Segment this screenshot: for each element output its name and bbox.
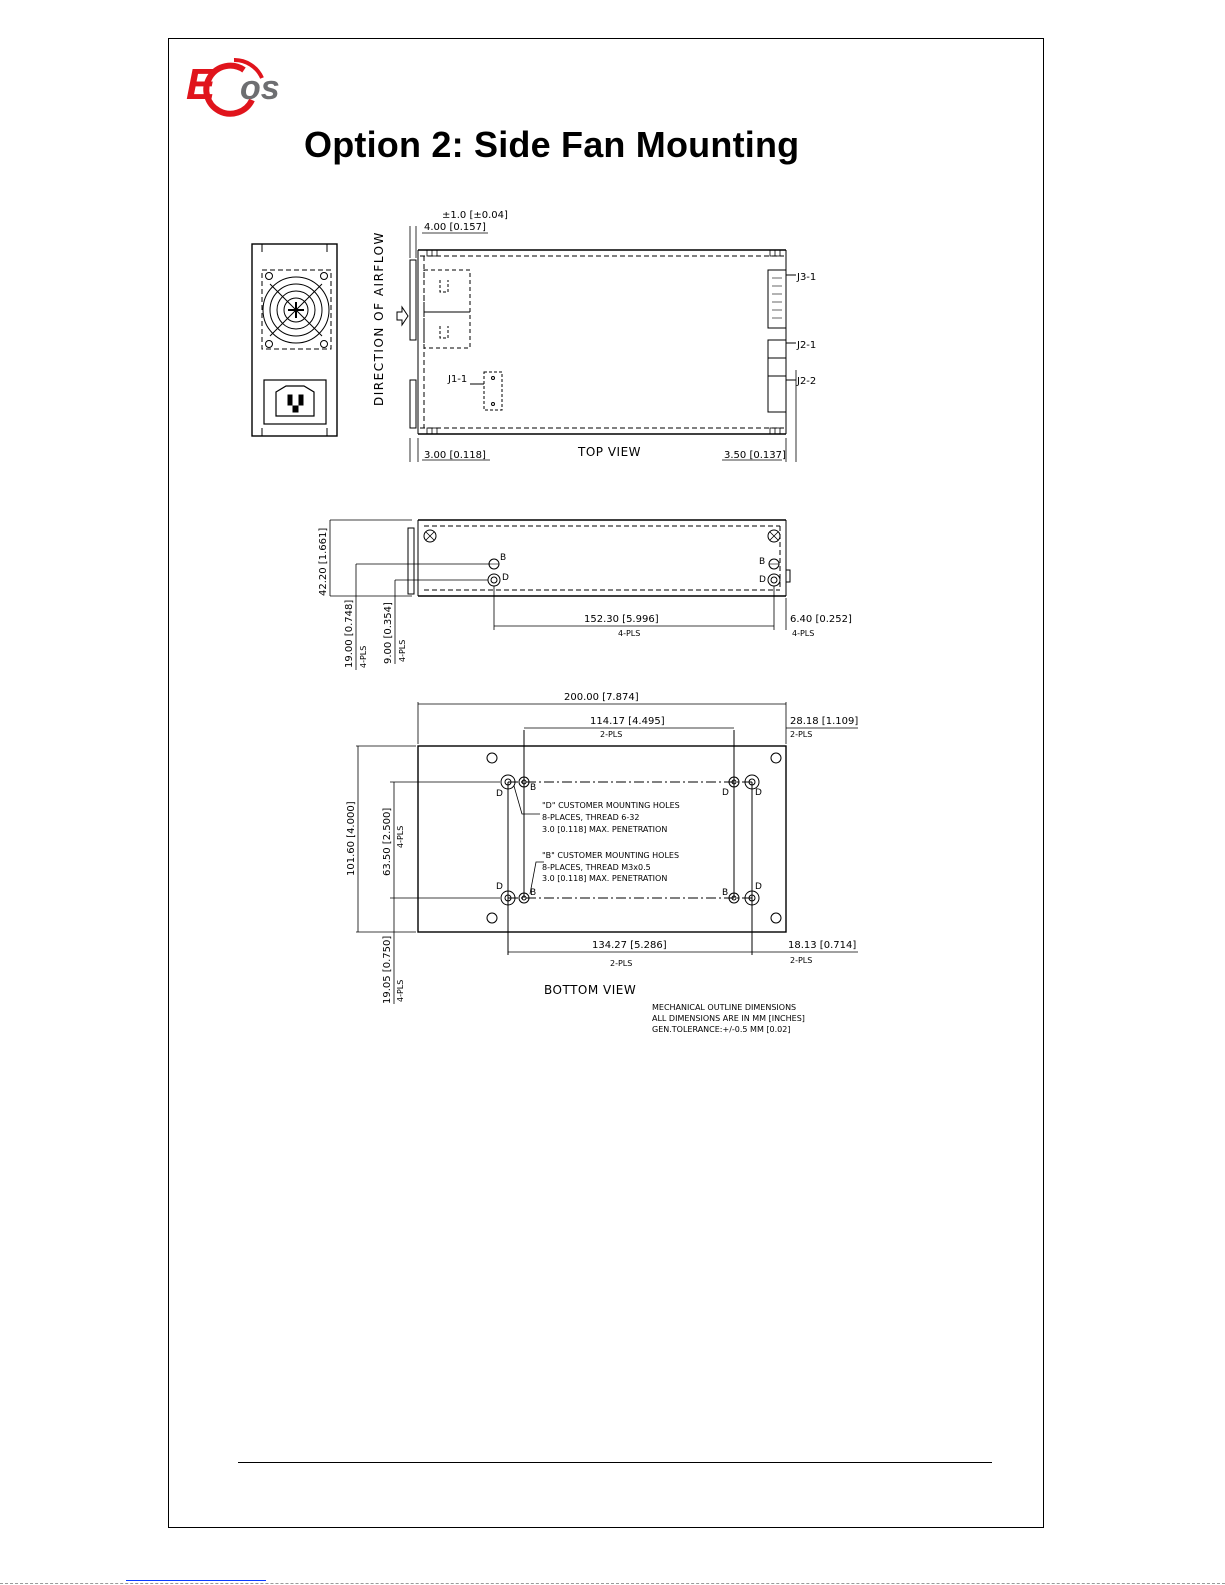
gen-note-2: ALL DIMENSIONS ARE IN MM [INCHES] <box>652 1014 805 1023</box>
bottom-view <box>418 730 786 955</box>
label-j1: J1-1 <box>448 374 468 385</box>
side-hole-b <box>489 559 779 569</box>
footer-rule <box>238 1462 992 1463</box>
bottom-label-d3: D <box>755 788 762 798</box>
dim-top-right: 3.50 [0.137] <box>724 450 786 461</box>
bottom-label-b2: B <box>530 888 537 898</box>
dim-134: 134.27 [5.286] <box>592 940 667 951</box>
fan-icon <box>263 277 329 343</box>
dim-28: 28.18 [1.109] <box>790 716 859 727</box>
dim-152-pls: 4-PLS <box>618 629 641 638</box>
dim-9: 9.00 [0.354] <box>383 602 394 664</box>
side-label-d2: D <box>759 575 766 585</box>
dim-top-left: 3.00 [0.118] <box>424 450 486 461</box>
svg-text:os: os <box>240 69 280 107</box>
dim-top-4: 4.00 [0.157] <box>424 222 486 233</box>
dim-19-pls: 4-PLS <box>359 645 368 668</box>
bottom-label-d4: D <box>496 882 503 892</box>
dim-tolerance: ±1.0 [±0.04] <box>442 210 508 221</box>
svg-text:E: E <box>186 60 216 109</box>
side-label-b2: B <box>759 557 766 567</box>
page-bottom-edge <box>0 1583 1225 1584</box>
side-hole-d <box>488 574 780 586</box>
dim-114-pls: 2-PLS <box>600 730 623 739</box>
top-view <box>410 250 796 434</box>
dim-9-pls: 4-PLS <box>398 639 407 662</box>
gen-note-1: MECHANICAL OUTLINE DIMENSIONS <box>652 1003 797 1012</box>
top-view-label: TOP VIEW <box>578 445 642 459</box>
dim-18-pls: 2-PLS <box>790 956 813 965</box>
bottom-label-d2: D <box>722 788 729 798</box>
dim-height-42: 42.20 [1.661] <box>318 527 329 596</box>
dim-101: 101.60 [4.000] <box>346 801 357 876</box>
dim-134-pls: 2-PLS <box>610 959 633 968</box>
dim-28-pls: 2-PLS <box>790 730 813 739</box>
dim-6-40-pls: 4-PLS <box>792 629 815 638</box>
dim-19-05-pls: 4-PLS <box>396 979 405 1002</box>
bottom-label-b1: B <box>530 783 537 793</box>
note-d-line3: 3.0 [0.118] MAX. PENETRATION <box>542 825 668 834</box>
label-j3: J3-1 <box>797 272 817 283</box>
dim-63: 63.50 [2.500] <box>382 807 393 876</box>
dim-152: 152.30 [5.996] <box>584 614 659 625</box>
top-view-dimensions <box>410 226 796 462</box>
dim-18: 18.13 [0.714] <box>788 940 857 951</box>
dim-114: 114.17 [4.495] <box>590 716 665 727</box>
dim-200: 200.00 [7.874] <box>564 692 639 703</box>
note-b-line1: "B" CUSTOMER MOUNTING HOLES <box>542 851 680 860</box>
dim-19: 19.00 [0.748] <box>344 599 355 668</box>
note-d-line1: "D" CUSTOMER MOUNTING HOLES <box>542 801 680 810</box>
bottom-label-b3: B <box>722 888 729 898</box>
label-j2-1: J2-1 <box>797 340 817 351</box>
note-b-line3: 3.0 [0.118] MAX. PENETRATION <box>542 874 668 883</box>
mounting-holes <box>501 775 759 905</box>
bottom-view-label: BOTTOM VIEW <box>544 983 637 997</box>
end-view <box>252 244 337 436</box>
bottom-link-underline[interactable] <box>126 1580 266 1581</box>
bottom-label-d5: D <box>755 882 762 892</box>
note-d-line2: 8-PLACES, THREAD 6-32 <box>542 813 640 822</box>
label-j2-2: J2-2 <box>797 376 817 387</box>
page-title: Option 2: Side Fan Mounting <box>304 124 800 165</box>
side-view <box>408 520 790 596</box>
side-label-d1: D <box>502 573 509 583</box>
bottom-label-d1: D <box>496 789 503 799</box>
dim-63-pls: 4-PLS <box>396 825 405 848</box>
ac-inlet-icon <box>264 380 326 424</box>
note-b-line2: 8-PLACES, THREAD M3x0.5 <box>542 863 651 872</box>
side-label-b1: B <box>500 553 507 563</box>
airflow-label: DIRECTION OF AIRFLOW <box>372 231 386 406</box>
gen-note-3: GEN.TOLERANCE:+/-0.5 MM [0.02] <box>652 1025 791 1034</box>
dim-19-05: 19.05 [0.750] <box>382 935 393 1004</box>
airflow-arrow-icon <box>397 307 408 325</box>
dim-6-40: 6.40 [0.252] <box>790 614 852 625</box>
